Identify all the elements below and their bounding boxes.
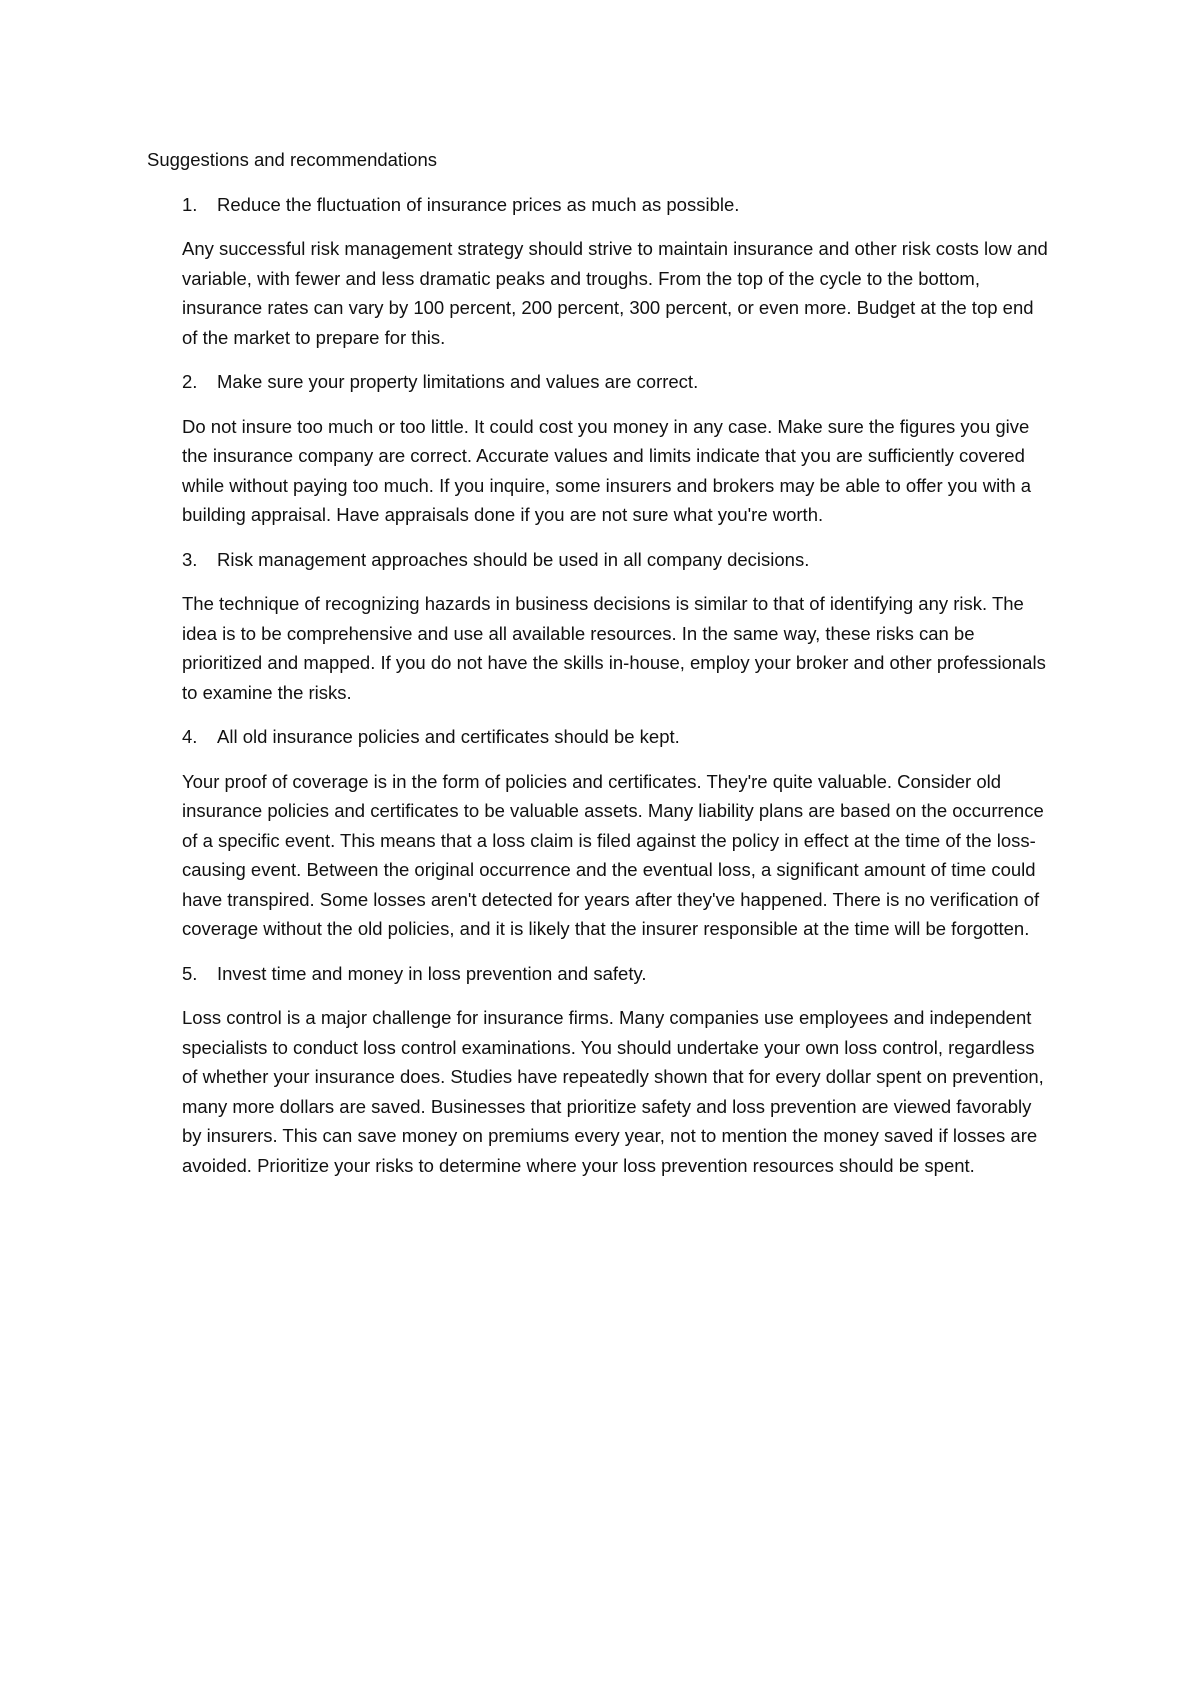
recommendation-heading: [147, 367, 1067, 397]
recommendation-section: [147, 545, 1067, 708]
recommendation-section: [147, 367, 1067, 530]
recommendation-heading: [147, 545, 1067, 575]
recommendation-heading-text: All old insurance policies and certificates should be kept.: [217, 726, 680, 747]
recommendation-section: [147, 190, 1067, 353]
recommendation-number: 3.: [182, 548, 198, 570]
recommendation-body: Any successful risk management strategy should strive to maintain insurance and other risk costs low and variable, with fewer and less dramatic peaks and troughs. From the top of the cycle to the bottom, insurance rates can vary by 100 percent, 200 percent, 300 percent, or even more. Budget at the top end of the market to prepare for this.: [182, 238, 1048, 348]
recommendation-number: 1.: [182, 193, 198, 215]
recommendation-heading: [147, 722, 1067, 752]
recommendation-section: [147, 959, 1067, 1181]
recommendation-heading: [147, 959, 1067, 989]
recommendation-body: Loss control is a major challenge for insurance firms. Many companies use employees and independent specialists to conduct loss control examinations. You should undertake your own loss control, regardless of whether your insurance does. Studies have repeatedly shown that for every dollar spent on prevention, many more dollars are saved. Businesses that prioritize safety and loss prevention are viewed favorably by insurers. This can save money on premiums every year, not to mention the money saved if losses are avoided. Prioritize your risks to determine where your loss prevention resources should be spent.: [182, 1007, 1044, 1176]
recommendation-body: The technique of recognizing hazards in business decisions is similar to that of identifying any risk. The idea is to be comprehensive and use all available resources. In the same way, these risks can be prioritized and mapped. If you do not have the skills in-house, employ your broker and other professionals to examine the risks.: [182, 593, 1046, 703]
recommendation-number: 4.: [182, 726, 198, 747]
recommendation-body: Do not insure too much or too little. It could cost you money in any case. Make sure the figures you give the insurance company are correct. Accurate values and limits indicate that you are sufficiently covered while without paying too much. If you inquire, some insurers and brokers may be able to offer you with a building appraisal. Have appraisals done if you are not sure what you're worth.: [182, 415, 1032, 525]
recommendation-heading-text: Reduce the fluctuation of insurance prices as much as possible.: [217, 193, 740, 215]
document-content: [147, 145, 1067, 1195]
recommendation-heading-text: Make sure your property limitations and values are correct.: [217, 371, 699, 392]
recommendation-heading: [147, 190, 1067, 220]
recommendation-section: [147, 722, 1067, 944]
recommendation-body: Your proof of coverage is in the form of policies and certificates. They're quite valuable. Consider old insurance policies and certificates to be valuable assets. Many liability plans are based on the occurrence of a specific event. This means that a loss claim is filed against the policy in effect at the time of the loss-causing event. Between the original occurrence and the eventual loss, a significant amount of time could have transpired. Some losses aren't detected for years after they've happened. There is no verification of coverage without the old policies, and it is likely that the insurer responsible at the time will be forgotten.: [182, 770, 1044, 939]
recommendation-heading-text: Invest time and money in loss prevention and safety.: [217, 962, 647, 984]
document-title: Suggestions and recommendations: [147, 149, 438, 170]
recommendation-number: 2.: [182, 371, 198, 392]
recommendation-number: 5.: [182, 962, 198, 984]
recommendation-heading-text: Risk management approaches should be used in all company decisions.: [217, 548, 810, 570]
